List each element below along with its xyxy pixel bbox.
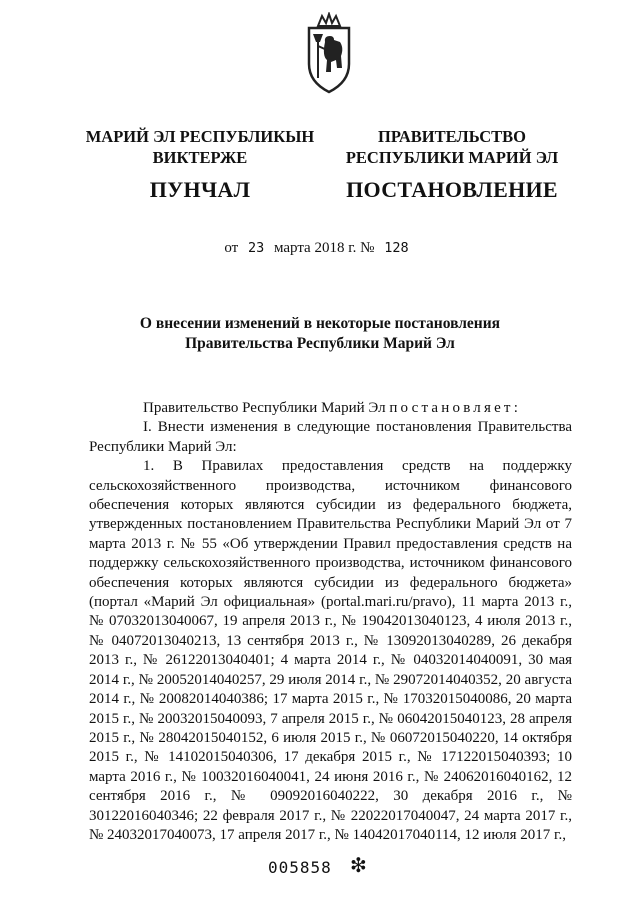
date-month-year: марта 2018 г. №	[273, 240, 375, 256]
header-right-doc-type: ПОСТАНОВЛЕНИЕ	[346, 177, 558, 202]
footer-mark-icon: ❇	[350, 855, 367, 877]
date-day: 23	[247, 240, 265, 256]
header-right-line2: РЕСПУБЛИКИ МАРИЙ ЭЛ	[345, 148, 559, 167]
header-right-line1: ПРАВИТЕЛЬСТВО	[378, 127, 526, 146]
header-left-line2: ВИКТЕРЖЕ	[152, 148, 248, 167]
title-line1: О внесении изменений в некоторые постановления	[139, 315, 501, 332]
document-body	[89, 399, 572, 845]
header-right-block	[322, 126, 582, 200]
header-left-doc-type: ПУНЧАЛ	[149, 177, 251, 202]
date-prefix: от	[224, 240, 239, 256]
title-line2: Правительства Республики Марий Эл	[185, 335, 455, 352]
decree-number: 128	[384, 240, 409, 256]
header-left-line1: МАРИЙ ЭЛ РЕСПУБЛИКЫН	[85, 127, 315, 146]
item-1-paragraph: I. Внести изменения в следующие постановления Правительства Республики Марий Эл:	[89, 419, 572, 455]
decree-date-line	[0, 240, 639, 257]
item-1-1-paragraph: 1. В Правилах предоставления средств на поддержку сельскохозяйственного производства, источником финансового обеспечения которых являются субсидии из федерального бюджета, утвержденных постановлением Правительства Республики Марий Эл от 7 марта 2013 г. № 55 «Об утверждении Правил предоставления средств на поддержку сельскохозяйственного производства, источником финансового обеспечения которых являются субсидии из федерального бюджета» (портал «Марий Эл официальная» (portal.mari.ru/pravo), 11 марта 2013 г., № 07032013040067, 19 апреля 2013 г., № 19042013040123, 4 июля 2013 г., № 04072013040213, 13 сентября 2013 г., № 13092013040289, 26 декабря 2013 г., № 26122013040401; 4 марта 2014 г., № 04032014040091, 30 мая 2014 г., № 20052014040257, 29 июля 2014 г., № 29072014040352, 20 августа 2014 г., № 20082014040386; 17 марта 2015 г., № 17032015040086, 20 марта 2015 г., № 20032015040093, 7 апреля 2015 г., № 06042015040123, 28 апреля 2015 г., № 28042015040152, 6 июля 2015 г., № 06072015040220, 14 октября 2015 г., № 14102015040306, 17 декабря 2015 г., № 17122015040393; 10 марта 2016 г., № 10032016040041, 24 июня 2016 г., № 24062016040162, 12 сентября 2016 г., № 09092016040222, 30 декабря 2016 г., № 30122016040346; 22 февраля 2017 г., № 22022017040047, 24 марта 2017 г., № 24032017040073, 17 апреля 2017 г., № 14042017040114, 12 июля 2017 г.,	[89, 458, 572, 843]
serial-number: 005858	[268, 858, 332, 877]
header-left-block	[70, 126, 330, 200]
intro-paragraph	[89, 399, 572, 418]
document-title	[100, 314, 540, 354]
coat-of-arms-icon	[300, 12, 358, 98]
intro-text: Правительство Республики Марий Эл	[143, 400, 386, 416]
intro-verb: постановляет:	[389, 400, 522, 416]
